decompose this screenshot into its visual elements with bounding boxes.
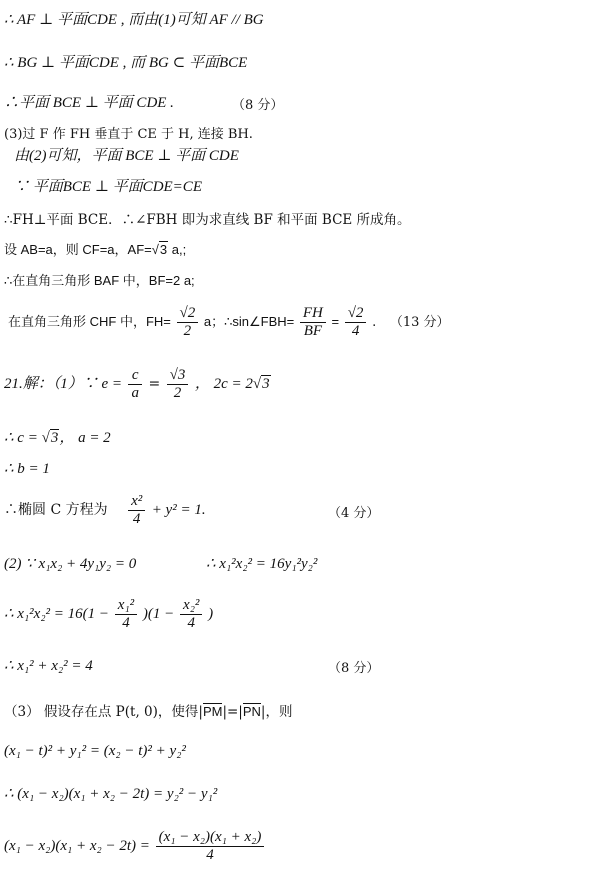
frac-x2-4: $\frac{\text{x²}}{4}$ <box>128 493 145 528</box>
final-lhs: (x₁ − x₂)(x₁ + x₂ − 2t) = <box>4 838 150 854</box>
c-eq: ∴ c = <box>4 430 38 446</box>
score-13: （13 分） <box>389 315 450 330</box>
subst-end: ) <box>208 606 214 622</box>
frac-sqrt2-2: $\frac{√2}{2}$ <box>177 305 199 340</box>
part3-fh-sin: 在直角三角形 CHF 中，FH= $\frac{√2}{2}$ a；∴sin∠FBH= $\frac{FH}{BF}$ = $\frac{√2}{4}$ . （13 分） <box>8 305 450 340</box>
ellipse-text: ∴椭圆 C 方程为 <box>4 502 108 518</box>
fh-text: 在直角三角形 CHF 中，FH= <box>8 314 171 329</box>
assume-end: a,; <box>171 242 187 257</box>
distance-equation: (x₁ − t)² + y₁² = (x₂ − t)² + y₂² <box>4 743 186 759</box>
ellipse-rest: + y² = 1. <box>151 502 206 518</box>
frac-final: $\frac{\text{(x₁ − x₂)(x₁ + x₂)}}{4}$ <box>156 829 265 864</box>
final-equation <box>4 826 266 866</box>
frac-sqrt2-4: $\frac{√2}{4}$ <box>345 305 367 340</box>
proof-line-plane-perp: ∴平面 BCE ⊥ 平面 CDE . <box>4 95 174 111</box>
vector-pm: PM <box>202 704 223 719</box>
sqrt-3b: √3 <box>252 376 270 392</box>
sqrt-3c: √3 <box>41 430 59 446</box>
part3-assume-point <box>4 702 292 722</box>
score-4: （4 分） <box>328 506 380 521</box>
part2-substitute <box>4 594 213 634</box>
part2-condition: (2) ∵ x₁x₂ + 4y₁y₂ = 0 <box>4 556 137 572</box>
q21-part1 <box>4 364 271 404</box>
a-eq: ， a = 2 <box>59 430 111 446</box>
abs-end: |，则 <box>260 704 293 720</box>
eccentricity-text: 21.解：（1）∵ e = <box>4 376 123 392</box>
vector-pn: PN <box>242 704 261 719</box>
part3-intersection: ∵ 平面BCE ⊥ 平面CDE=CE <box>14 179 202 195</box>
proof-line-bg-perp: ∴ BG ⊥ 平面CDE , 而 BG ⊂ 平面BCE <box>4 55 248 71</box>
frac-c-a: $\frac{c}{a}$ <box>128 367 142 402</box>
assume-text: 设 AB=a，则 CF=a，AF= <box>4 242 152 257</box>
part3-angle: ∴FH⊥平面 BCE．∴∠FBH 即为求直线 BF 和平面 BCE 所成角。 <box>4 212 411 228</box>
subst-mid: )(1 − <box>142 606 175 622</box>
frac-fh-bf: $\frac{FH}{BF}$ <box>300 305 326 340</box>
sin-text: a；∴sin∠FBH= <box>203 314 295 329</box>
equals: = <box>148 376 161 392</box>
two-c-text: ， 2c = 2 <box>194 376 253 392</box>
part3-from-2: 由(2)可知，平面 BCE ⊥ 平面 CDE <box>14 148 239 164</box>
subst-text: ∴ x₁²x₂² = 16(1 − <box>4 606 110 622</box>
score-8-b: （8 分） <box>328 661 380 676</box>
proof-line-af-perp: ∴ AF ⊥ 平面CDE , 而由(1)可知 AF // BG <box>4 12 264 28</box>
part3-assume <box>4 240 186 260</box>
abs-mid: |=| <box>222 704 243 720</box>
sqrt-3: √3 <box>151 242 168 257</box>
frac-x2sq-4: $\frac{\text{x₂²}}{4}$ <box>180 597 202 632</box>
c-value <box>4 428 111 448</box>
assume-point-text: （3） 假设存在点 P(t, 0)，使得| <box>4 704 203 720</box>
score-8-a: （8 分） <box>232 98 284 113</box>
part3-intro: (3)过 F 作 FH 垂直于 CE 于 H, 连接 BH. <box>4 127 253 142</box>
part2-sum: ∴ x₁² + x₂² = 4 <box>4 658 93 674</box>
ellipse-equation <box>4 490 206 530</box>
part3-bf: ∴在直角三角形 BAF 中，BF=2 a; <box>4 273 195 288</box>
equals: = <box>331 314 340 329</box>
factored-equation: ∴ (x₁ − x₂)(x₁ + x₂ − 2t) = y₂² − y₁² <box>4 786 218 802</box>
b-value: ∴ b = 1 <box>4 461 50 477</box>
frac-x1sq-4: $\frac{\text{x₁²}}{4}$ <box>115 597 137 632</box>
radicand: 3 <box>159 242 168 257</box>
frac-sqrt3-2: $\frac{√3}{2}$ <box>167 367 189 402</box>
part2-squared: ∴ x₁²x₂² = 16y₁²y₂² <box>206 556 318 572</box>
